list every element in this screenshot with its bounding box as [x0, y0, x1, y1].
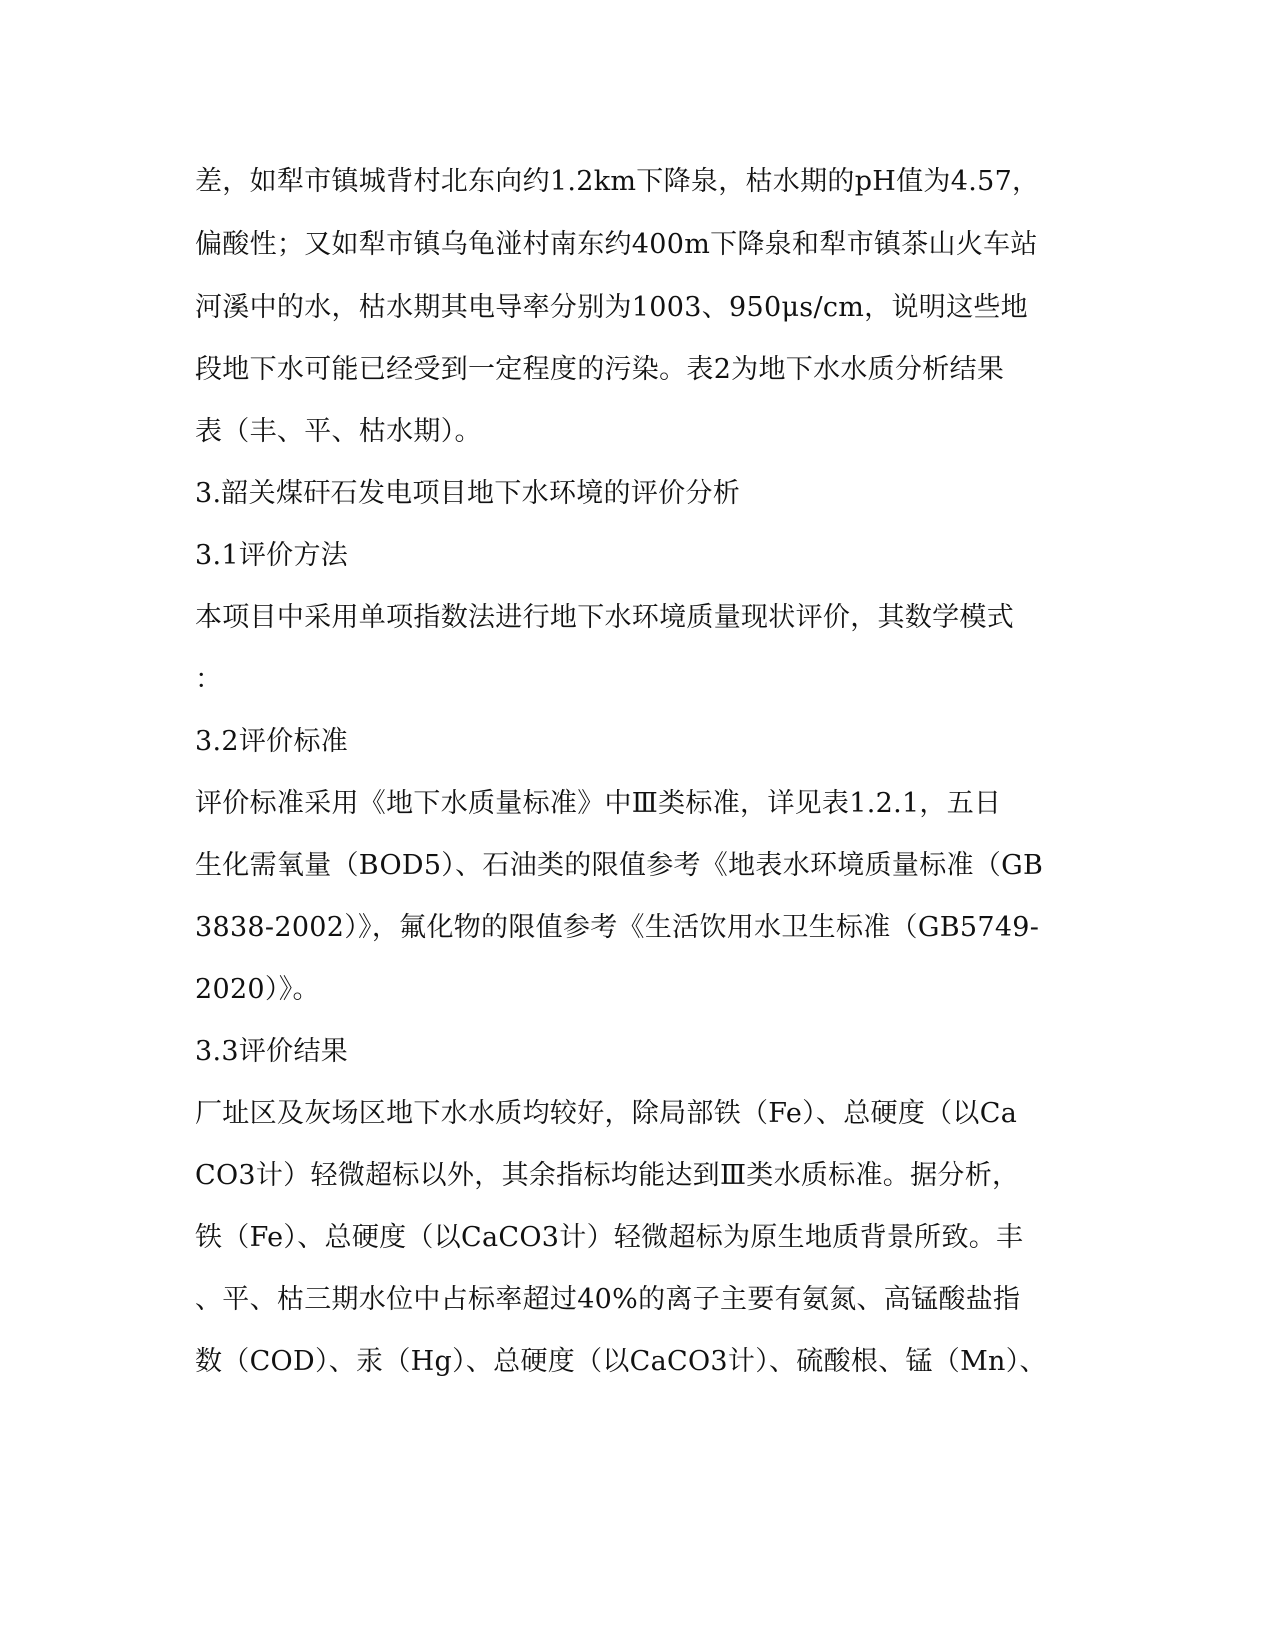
text-line: 河溪中的水，枯水期其电导率分别为1003、950μs/cm，说明这些地 — [195, 292, 1028, 323]
text-line: 3838-2002）》，氟化物的限值参考《生活饮用水卫生标准（GB5749- — [195, 912, 1040, 943]
text-line: 段地下水可能已经受到一定程度的污染。表2为地下水水质分析结果 — [195, 354, 1005, 385]
text-line: 、平、枯三期水位中占标率超过40%的离子主要有氨氮、高锰酸盐指 — [195, 1284, 1021, 1315]
text-line: ： — [195, 664, 223, 695]
text-line: 厂址区及灰场区地下水水质均较好，除局部铁（Fe）、总硬度（以Ca — [195, 1098, 1018, 1129]
text-line: 数（COD）、汞（Hg）、总硬度（以CaCO3计）、硫酸根、锰（Mn）、 — [195, 1346, 1047, 1377]
text-line: 差，如犁市镇城背村北东向约1.2km下降泉，枯水期的pH值为4.57， — [195, 166, 1040, 197]
subsection-heading: 3.3评价结果 — [195, 1036, 349, 1067]
text-line: 表（丰、平、枯水期）。 — [195, 416, 482, 447]
section-heading: 3.韶关煤矸石发电项目地下水环境的评价分析 — [195, 478, 741, 509]
text-line: 偏酸性；又如犁市镇乌龟湴村南东约400m下降泉和犁市镇茶山火车站 — [195, 229, 1038, 260]
text-line: CO3计）轻微超标以外，其余指标均能达到Ⅲ类水质标准。据分析， — [195, 1160, 1020, 1191]
text-line: 本项目中采用单项指数法进行地下水环境质量现状评价，其数学模式 — [195, 602, 1014, 633]
text-line: 生化需氧量（BOD5）、石油类的限值参考《地表水环境质量标准（GB — [195, 850, 1044, 881]
subsection-heading: 3.2评价标准 — [195, 726, 349, 757]
subsection-heading: 3.1评价方法 — [195, 540, 349, 571]
text-line: 评价标准采用《地下水质量标准》中Ⅲ类标准，详见表1.2.1，五日 — [195, 788, 1002, 819]
text-line: 2020）》。 — [195, 974, 320, 1005]
text-line: 铁（Fe）、总硬度（以CaCO3计）轻微超标为原生地质背景所致。丰 — [195, 1222, 1024, 1253]
